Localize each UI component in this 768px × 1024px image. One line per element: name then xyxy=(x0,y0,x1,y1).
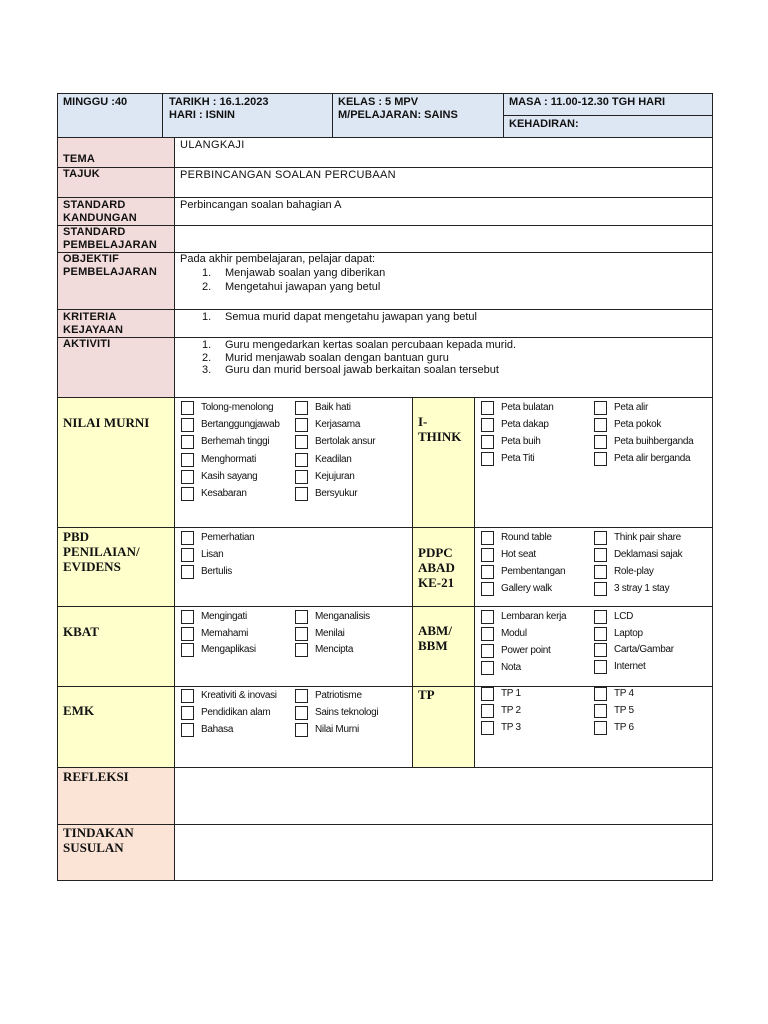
ithink-option[interactable] xyxy=(481,452,591,468)
nilai-murni-option-label: Bersyukur xyxy=(315,488,358,499)
header-divider-2 xyxy=(332,93,333,137)
standard-kandungan-label-1: STANDARD xyxy=(63,199,126,211)
pbd-option[interactable] xyxy=(181,531,291,547)
kriteria-label-2: KEJAYAAN xyxy=(63,324,124,336)
tp-option-label: TP 6 xyxy=(614,722,634,734)
standard-kandungan-value: Perbincangan soalan bahagian A xyxy=(180,199,342,211)
abm-option[interactable] xyxy=(594,627,704,643)
checkbox[interactable] xyxy=(594,582,607,596)
abm-option[interactable] xyxy=(594,660,704,676)
checkbox[interactable] xyxy=(481,610,494,624)
emk-option-label: Nilai Murni xyxy=(315,724,359,736)
checkbox[interactable] xyxy=(295,723,308,737)
tp-option-label: TP 2 xyxy=(501,705,521,717)
pdpc-option[interactable] xyxy=(594,582,704,598)
abm-option[interactable] xyxy=(481,661,591,677)
ithink-option[interactable] xyxy=(481,401,591,417)
abm-option[interactable] xyxy=(481,610,591,626)
nilai-murni-option[interactable] xyxy=(181,470,291,486)
kbat-label: KBAT xyxy=(63,624,99,639)
checkbox[interactable] xyxy=(594,435,607,449)
refleksi-label: REFLEKSI xyxy=(63,769,129,784)
nilai-murni-option[interactable] xyxy=(295,487,405,503)
middle-divider-left xyxy=(412,397,413,767)
ithink-option[interactable] xyxy=(594,452,704,468)
nilai-murni-option[interactable] xyxy=(295,401,405,417)
nilai-murni-option[interactable] xyxy=(181,487,291,503)
pbd-label-3: EVIDENS xyxy=(63,559,121,574)
pdpc-label-3: KE-21 xyxy=(418,575,455,590)
nilai-murni-option[interactable] xyxy=(181,401,291,417)
pdpc-label-2: ABAD xyxy=(418,560,455,575)
ithink-option-label: Peta Titi xyxy=(501,453,535,464)
tp-option-label: TP 3 xyxy=(501,722,521,734)
pdpc-option-label: Think pair share xyxy=(614,532,681,543)
checkbox[interactable] xyxy=(481,401,494,415)
nilai-murni-option-label: Kerjasama xyxy=(315,419,361,431)
checkbox[interactable] xyxy=(295,470,308,484)
abm-option-label: LCD xyxy=(614,611,634,622)
checkbox[interactable] xyxy=(594,548,607,562)
header-divider-1 xyxy=(162,93,163,137)
checkbox[interactable] xyxy=(594,687,607,701)
emk-option[interactable] xyxy=(295,723,405,739)
checkbox[interactable] xyxy=(181,531,194,545)
pdpc-option-label: Deklamasi sajak xyxy=(614,549,683,560)
ithink-option[interactable] xyxy=(481,418,591,434)
mpelajaran-field: M/PELAJARAN: SAINS xyxy=(338,109,458,121)
emk-option[interactable] xyxy=(295,706,405,722)
checkbox[interactable] xyxy=(594,704,607,718)
list-number: 2. xyxy=(202,352,212,364)
tarikh-field: TARIKH : 16.1.2023 xyxy=(169,96,269,108)
kbat-option[interactable] xyxy=(295,610,405,626)
emk-option-label: Sains teknologi xyxy=(315,707,379,719)
kriteria-item: Semua murid dapat mengetahu jawapan yang betul xyxy=(225,311,477,323)
checkbox[interactable] xyxy=(295,453,308,467)
header-divider-kehadiran xyxy=(503,115,712,116)
standard-pembelajaran-label-2: PEMBELAJARAN xyxy=(63,239,158,251)
tp-option[interactable] xyxy=(594,687,704,703)
tp-option-label: TP 4 xyxy=(614,688,634,699)
list-number: 2. xyxy=(202,281,212,293)
ithink-label-2: THINK xyxy=(418,429,462,444)
checkbox[interactable] xyxy=(594,452,607,466)
checkbox[interactable] xyxy=(481,661,494,675)
checkbox[interactable] xyxy=(481,531,494,545)
kbat-option-label: Menganalisis xyxy=(315,611,370,622)
row-line xyxy=(57,137,712,138)
checkbox[interactable] xyxy=(481,435,494,449)
masa-field: MASA : 11.00-12.30 TGH HARI xyxy=(509,96,666,108)
aktiviti-label: AKTIVITI xyxy=(63,338,111,350)
nilai-murni-option-label: Tolong-menolong xyxy=(201,402,274,413)
emk-option-label: Bahasa xyxy=(201,724,234,736)
nilai-murni-option-label: Menghormati xyxy=(201,453,257,465)
row-line xyxy=(57,337,712,338)
kbat-option-label: Mencipta xyxy=(315,644,354,655)
ithink-option-label: Peta alir xyxy=(614,402,648,413)
ithink-option-label: Peta pokok xyxy=(614,419,662,430)
row-line xyxy=(57,225,712,226)
pdpc-option[interactable] xyxy=(594,565,704,581)
row-line xyxy=(57,767,712,768)
tema-value: ULANGKAJI xyxy=(180,139,245,151)
pdpc-option-label: Hot seat xyxy=(501,549,536,560)
ithink-label-1: I- xyxy=(418,414,428,429)
tindakan-label-2: SUSULAN xyxy=(63,840,124,855)
abm-option-label: Power point xyxy=(501,645,551,656)
nilai-murni-option[interactable] xyxy=(181,453,291,469)
kriteria-label-1: KRITERIA xyxy=(63,311,117,323)
ithink-option[interactable] xyxy=(594,418,704,434)
border-right xyxy=(712,93,713,880)
checkbox[interactable] xyxy=(481,721,494,735)
checkbox[interactable] xyxy=(181,643,194,657)
nilai-murni-option[interactable] xyxy=(295,418,405,434)
aktiviti-item: Murid menjawab soalan dengan bantuan guru xyxy=(225,352,449,364)
ithink-option-label: Peta bulatan xyxy=(501,402,554,413)
checkbox[interactable] xyxy=(181,487,194,501)
abm-option[interactable] xyxy=(594,610,704,626)
kbat-option-label: Mengingati xyxy=(201,611,247,622)
tajuk-value: PERBINCANGAN SOALAN PERCUBAAN xyxy=(180,169,396,181)
checkbox[interactable] xyxy=(295,610,308,624)
kbat-option-label: Menilai xyxy=(315,627,345,639)
abm-option-label: Modul xyxy=(501,628,527,639)
checkbox[interactable] xyxy=(594,531,607,545)
checkbox[interactable] xyxy=(481,687,494,701)
emk-option-label: Pendidikan alam xyxy=(201,707,271,719)
checkbox[interactable] xyxy=(295,627,308,641)
checkbox[interactable] xyxy=(181,723,194,737)
ithink-option-label: Peta buihberganda xyxy=(614,436,694,447)
emk-option[interactable] xyxy=(295,689,405,705)
list-number: 1. xyxy=(202,267,212,279)
emk-option[interactable] xyxy=(181,706,291,722)
checkbox[interactable] xyxy=(481,704,494,718)
list-number: 3. xyxy=(202,364,212,376)
checkbox[interactable] xyxy=(181,548,194,562)
checkbox[interactable] xyxy=(594,565,607,579)
checkbox[interactable] xyxy=(181,453,194,467)
nilai-murni-option[interactable] xyxy=(181,435,291,451)
pdpc-option-label: Pembentangan xyxy=(501,566,566,577)
pbd-label-1: PBD xyxy=(63,529,89,544)
kbat-option-label: Mengaplikasi xyxy=(201,644,256,655)
kbat-option[interactable] xyxy=(181,627,291,643)
pdpc-option[interactable] xyxy=(594,548,704,564)
emk-option-label: Patriotisme xyxy=(315,690,362,701)
checkbox[interactable] xyxy=(481,644,494,658)
border-left xyxy=(57,93,58,880)
pbd-option[interactable] xyxy=(181,548,291,564)
minggu-field: MINGGU :40 xyxy=(63,96,128,108)
row-line xyxy=(57,309,712,310)
aktiviti-item: Guru mengedarkan kertas soalan percubaan kepada murid. xyxy=(225,339,517,351)
nilai-murni-option-label: Bertanggungjawab xyxy=(201,419,280,431)
nilai-murni-option-label: Keadilan xyxy=(315,453,352,465)
tajuk-label: TAJUK xyxy=(63,168,100,180)
checkbox[interactable] xyxy=(594,721,607,735)
checkbox[interactable] xyxy=(594,418,607,432)
checkbox[interactable] xyxy=(481,582,494,596)
objektif-label-1: OBJEKTIF xyxy=(63,253,119,265)
abm-option[interactable] xyxy=(481,627,591,643)
row-line xyxy=(57,167,712,168)
checkbox[interactable] xyxy=(481,565,494,579)
tema-label: TEMA xyxy=(63,153,95,165)
pbd-option-label: Pemerhatian xyxy=(201,532,255,543)
pdpc-option-label: Role-play xyxy=(614,566,654,577)
tp-option-label: TP 5 xyxy=(614,705,634,717)
pdpc-option[interactable] xyxy=(481,531,591,547)
checkbox[interactable] xyxy=(594,660,607,674)
tp-option[interactable] xyxy=(594,704,704,720)
checkbox[interactable] xyxy=(181,435,194,449)
objektif-intro: Pada akhir pembelajaran, pelajar dapat: xyxy=(180,253,376,265)
nilai-murni-option[interactable] xyxy=(295,453,405,469)
pbd-option[interactable] xyxy=(181,565,291,581)
tp-option[interactable] xyxy=(481,721,591,737)
pdpc-option[interactable] xyxy=(594,531,704,547)
pbd-label-2: PENILAIAN/ xyxy=(63,544,140,559)
ithink-option-label: Peta dakap xyxy=(501,419,549,430)
checkbox[interactable] xyxy=(295,643,308,657)
checkbox[interactable] xyxy=(481,452,494,466)
checkbox[interactable] xyxy=(594,627,607,641)
pdpc-option-label: 3 stray 1 stay xyxy=(614,583,670,594)
nilai-murni-option-label: Kesabaran xyxy=(201,488,247,499)
emk-label: EMK xyxy=(63,703,95,718)
pdpc-option[interactable] xyxy=(481,548,591,564)
nilai-murni-option[interactable] xyxy=(295,435,405,451)
checkbox[interactable] xyxy=(594,401,607,415)
pbd-option-label: Lisan xyxy=(201,549,224,560)
checkbox[interactable] xyxy=(295,487,308,501)
emk-option[interactable] xyxy=(181,689,291,705)
hari-field: HARI : ISNIN xyxy=(169,109,235,121)
abm-option-label: Carta/Gambar xyxy=(614,644,674,655)
nilai-murni-option-label: Berhemah tinggi xyxy=(201,436,270,448)
nilai-murni-option-label: Bertolak ansur xyxy=(315,436,376,448)
pdpc-option-label: Round table xyxy=(501,532,552,543)
abm-label-1: ABM/ xyxy=(418,623,452,638)
standard-pembelajaran-label-1: STANDARD xyxy=(63,226,126,238)
emk-option-label: Kreativiti & inovasi xyxy=(201,690,277,701)
kbat-option[interactable] xyxy=(181,643,291,659)
abm-option-label: Lembaran kerja xyxy=(501,611,567,622)
checkbox[interactable] xyxy=(295,401,308,415)
list-number: 1. xyxy=(202,311,212,323)
abm-option-label: Internet xyxy=(614,660,646,672)
row-line xyxy=(57,824,712,825)
row-line xyxy=(57,397,712,398)
pdpc-option[interactable] xyxy=(481,565,591,581)
emk-option[interactable] xyxy=(181,723,291,739)
tp-option[interactable] xyxy=(481,687,591,703)
label-divider xyxy=(174,137,175,880)
abm-option[interactable] xyxy=(481,644,591,660)
checkbox[interactable] xyxy=(295,689,308,703)
checkbox[interactable] xyxy=(181,565,194,579)
checkbox[interactable] xyxy=(295,435,308,449)
objektif-item: Menjawab soalan yang diberikan xyxy=(225,267,386,279)
nilai-murni-option-label: Kejujuran xyxy=(315,470,355,482)
objektif-item: Mengetahui jawapan yang betul xyxy=(225,281,381,293)
checkbox[interactable] xyxy=(481,627,494,641)
tp-option[interactable] xyxy=(481,704,591,720)
kbat-option[interactable] xyxy=(295,643,405,659)
checkbox[interactable] xyxy=(295,418,308,432)
checkbox[interactable] xyxy=(181,470,194,484)
row-line xyxy=(57,197,712,198)
ithink-option-label: Peta alir berganda xyxy=(614,453,691,464)
checkbox[interactable] xyxy=(181,689,194,703)
pdpc-label-1: PDPC xyxy=(418,545,453,560)
checkbox[interactable] xyxy=(481,548,494,562)
border-top xyxy=(57,93,712,94)
checkbox[interactable] xyxy=(594,610,607,624)
row-line xyxy=(57,606,712,607)
kehadiran-field: KEHADIRAN: xyxy=(509,118,579,130)
tp-option-label: TP 1 xyxy=(501,688,521,699)
checkbox[interactable] xyxy=(181,401,194,415)
nilai-murni-option[interactable] xyxy=(295,470,405,486)
ithink-option[interactable] xyxy=(594,435,704,451)
kbat-option-label: Memahami xyxy=(201,627,249,639)
nilai-murni-option[interactable] xyxy=(181,418,291,434)
middle-divider-right xyxy=(474,397,475,767)
abm-option[interactable] xyxy=(594,643,704,659)
pdpc-option-label: Gallery walk xyxy=(501,583,552,594)
row-line xyxy=(57,527,712,528)
checkbox[interactable] xyxy=(181,418,194,432)
checkbox[interactable] xyxy=(181,706,194,720)
checkbox[interactable] xyxy=(481,418,494,432)
list-number: 1. xyxy=(202,339,212,351)
kbat-option[interactable] xyxy=(295,627,405,643)
checkbox[interactable] xyxy=(181,627,194,641)
tp-option[interactable] xyxy=(594,721,704,737)
ithink-option-label: Peta buih xyxy=(501,436,541,447)
nilai-murni-option-label: Baik hati xyxy=(315,402,351,413)
ithink-option[interactable] xyxy=(481,435,591,451)
kelas-field: KELAS : 5 MPV xyxy=(338,96,419,108)
abm-option-label: Laptop xyxy=(614,627,643,639)
ithink-option[interactable] xyxy=(594,401,704,417)
aktiviti-item: Guru dan murid bersoal jawab berkaitan soalan tersebut xyxy=(225,364,499,376)
abm-label-2: BBM xyxy=(418,638,448,653)
nilai-murni-option-label: Kasih sayang xyxy=(201,470,258,482)
row-line xyxy=(57,252,712,253)
checkbox[interactable] xyxy=(295,706,308,720)
standard-kandungan-label-2: KANDUNGAN xyxy=(63,212,137,224)
objektif-label-2: PEMBELAJARAN xyxy=(63,266,158,278)
abm-option-label: Nota xyxy=(501,662,521,673)
pdpc-option[interactable] xyxy=(481,582,591,598)
checkbox[interactable] xyxy=(181,610,194,624)
checkbox[interactable] xyxy=(594,643,607,657)
kbat-option[interactable] xyxy=(181,610,291,626)
nilai-murni-label: NILAI MURNI xyxy=(63,415,150,430)
border-bottom xyxy=(57,880,713,881)
tindakan-label-1: TINDAKAN xyxy=(63,825,134,840)
pbd-option-label: Bertulis xyxy=(201,566,232,577)
tp-label: TP xyxy=(418,687,435,702)
